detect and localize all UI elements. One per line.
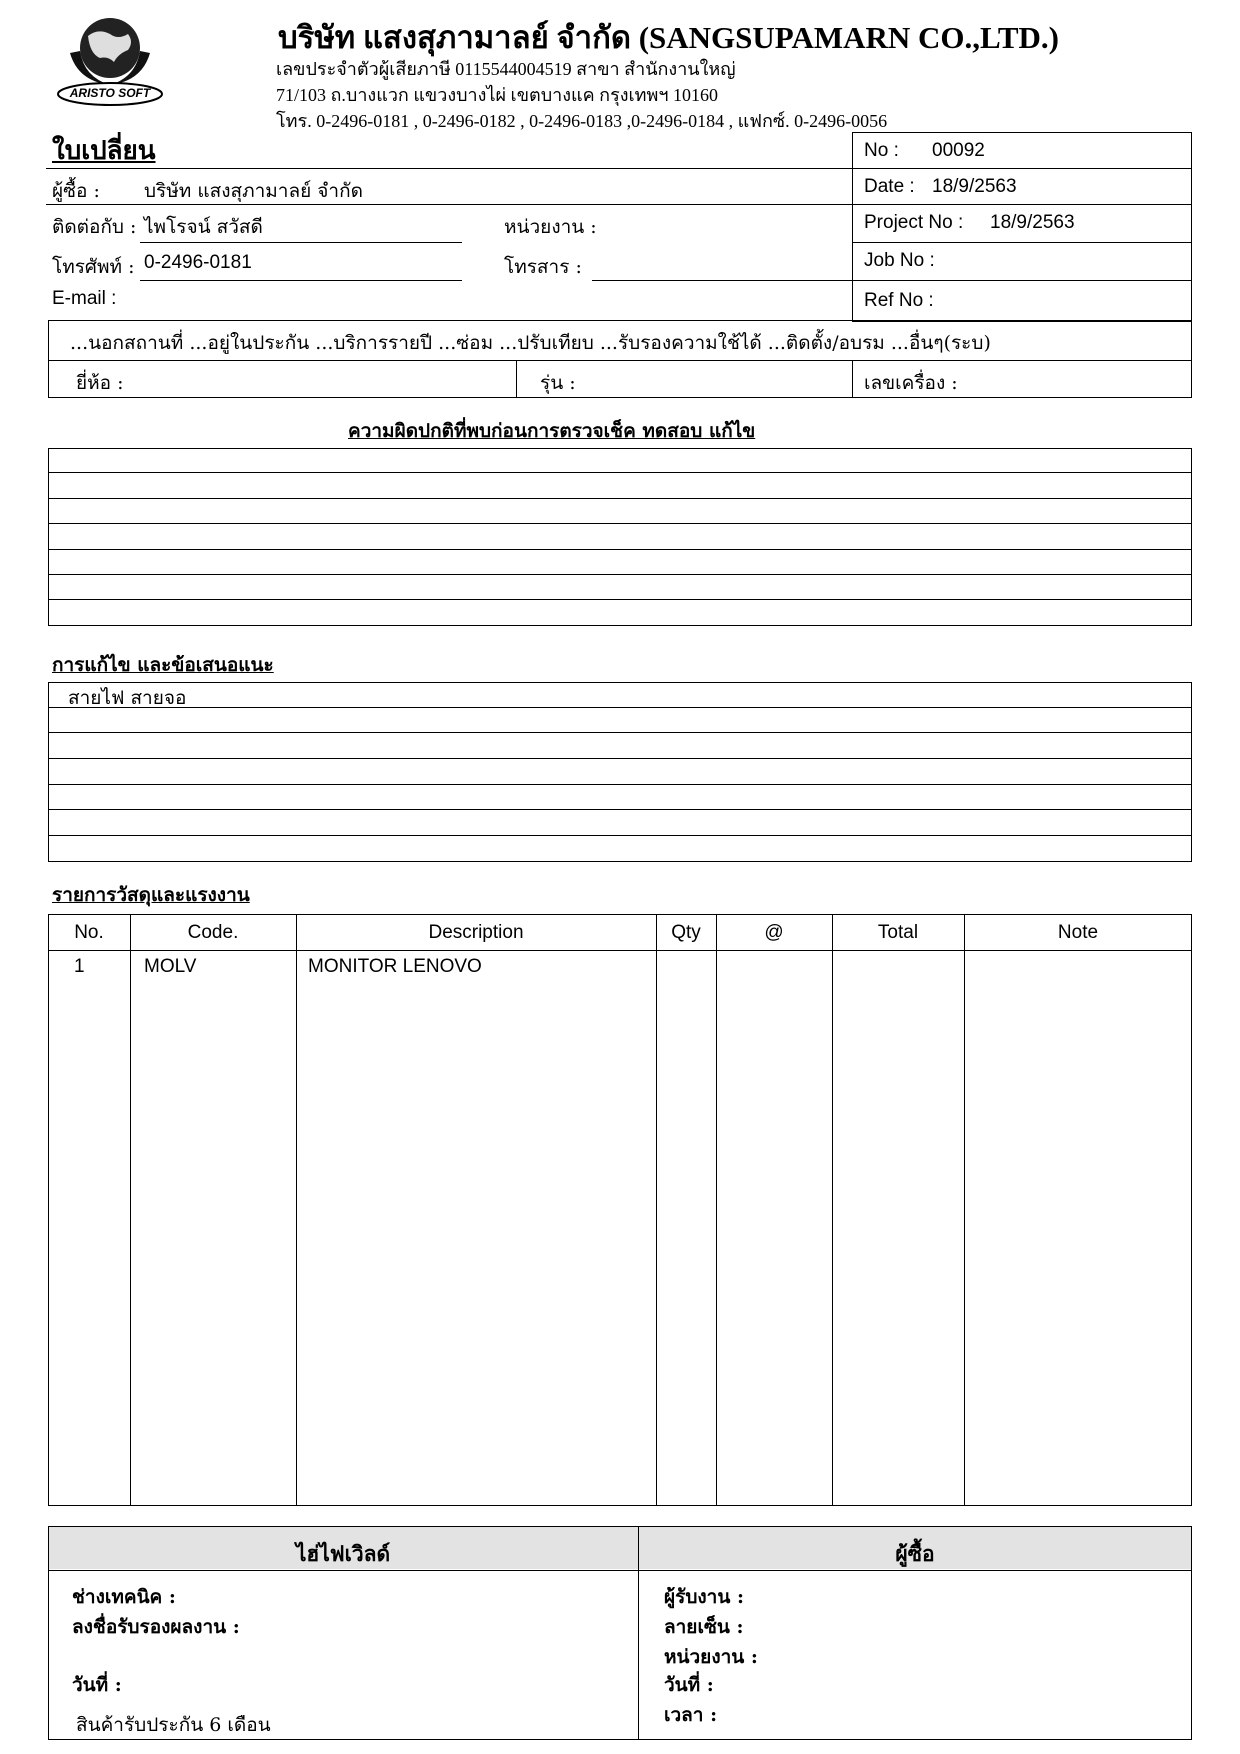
problems-line [48,575,1192,600]
problems-line [48,499,1192,524]
fixes-line [48,759,1192,785]
materials-table [48,914,1192,1506]
receiver-label: ผู้รับงาน : [664,1586,744,1608]
seller-date-label: วันที่ : [72,1674,122,1696]
company-name: บริษัท แสงสุภามาลย์ จำกัด (SANGSUPAMARN CO.,LTD.) [278,20,1059,55]
buyer-department-label: หน่วยงาน : [664,1646,758,1668]
time-label: เวลา : [664,1704,718,1726]
problems-line [48,448,1192,473]
brand-text: ARISTO SOFT [69,86,151,100]
problems-line [48,600,1192,625]
service-type-options: ...นอกสถานที่ ...อยู่ในประกัน ...บริการรายปี ...ซ่อม ...ปรับเทียบ ...รับรองความใช้ได้ ...ติดตั้ง/อบรม ...อื่นๆ(ระบ) [70,332,991,354]
department-label: หน่วยงาน : [504,216,597,238]
row-description: MONITOR LENOVO [308,956,482,977]
no-label: No : [864,140,899,161]
row-code: MOLV [144,956,197,977]
problems-line [48,550,1192,575]
fixes-line [48,811,1192,837]
buyer-title: ผู้ซื้อ [895,1541,935,1566]
column-header-description: Description [428,922,524,943]
warranty-note: สินค้ารับประกัน 6 เดือน [76,1714,271,1736]
problems-title: ความผิดปกติที่พบก่อนการตรวจเช็ค ทดสอบ แก้ไข [348,420,756,442]
column-header-no: No. [74,922,104,943]
fixes-line [48,836,1192,862]
company-address: 71/103 ถ.บางแวก แขวงบางไผ่ เขตบางแค กรุงเทพฯ 10160 [276,85,719,105]
materials-title: รายการวัสดุและแรงงาน [52,884,250,906]
row-no: 1 [74,956,85,977]
fixes-line [48,785,1192,811]
company-tax-line: เลขประจำตัวผู้เสียภาษี 0115544004519 สาขา สำนักงานใหญ่ [276,59,736,79]
seller-title: ไฮ่ไฟเวิลด์ [295,1541,391,1566]
column-header-total: Total [877,922,919,943]
fixes-line [48,682,1192,708]
project-no-label: Project No : [864,212,964,233]
document-title: ใบเปลี่ยน [52,136,156,166]
date-label: Date : [864,176,915,197]
signature-label: ลายเซ็น : [664,1616,744,1638]
problems-line [48,524,1192,549]
job-no-label: Job No : [864,250,935,271]
phone-label: โทรศัพท์ : [52,256,135,278]
fixes-line [48,708,1192,734]
approve-signature-label: ลงชื่อรับรองผลงาน : [72,1616,240,1638]
company-phone: โทร. 0-2496-0181 , 0-2496-0182 , 0-2496-0183 ,0-2496-0184 , แฟกซ์. 0-2496-0056 [276,111,888,131]
buyer-label: ผู้ซื้อ : [52,180,100,202]
fixes-title: การแก้ไข และข้อเสนอแนะ [52,654,274,676]
column-header-code: Code. [187,922,239,943]
fax-label: โทรสาร : [504,256,582,278]
project-no-value: 18/9/2563 [990,212,1075,233]
serial-number-label: เลขเครื่อง : [864,372,958,394]
buyer-date-label: วันที่ : [664,1674,714,1696]
model-label: รุ่น : [540,372,576,394]
technician-label: ช่างเทคนิค : [72,1586,176,1608]
fixes-line-text: สายไฟ สายจอ [68,687,187,709]
contact-value: ไพโรจน์ สวัสดี [144,216,263,238]
fixes-line [48,733,1192,759]
date-value: 18/9/2563 [932,176,1017,197]
column-header-unit-price: @ [764,922,784,943]
email-label: E-mail : [52,288,117,309]
brand-label: ยี่ห้อ : [76,372,124,394]
column-header-qty: Qty [671,922,701,943]
ref-no-label: Ref No : [864,290,934,311]
contact-label: ติดต่อกับ : [52,216,137,238]
phone-value: 0-2496-0181 [144,252,252,273]
problems-line [48,473,1192,498]
buyer-value: บริษัท แสงสุภามาลย์ จำกัด [144,180,363,202]
no-value: 00092 [932,140,985,161]
column-header-note: Note [1057,922,1099,943]
